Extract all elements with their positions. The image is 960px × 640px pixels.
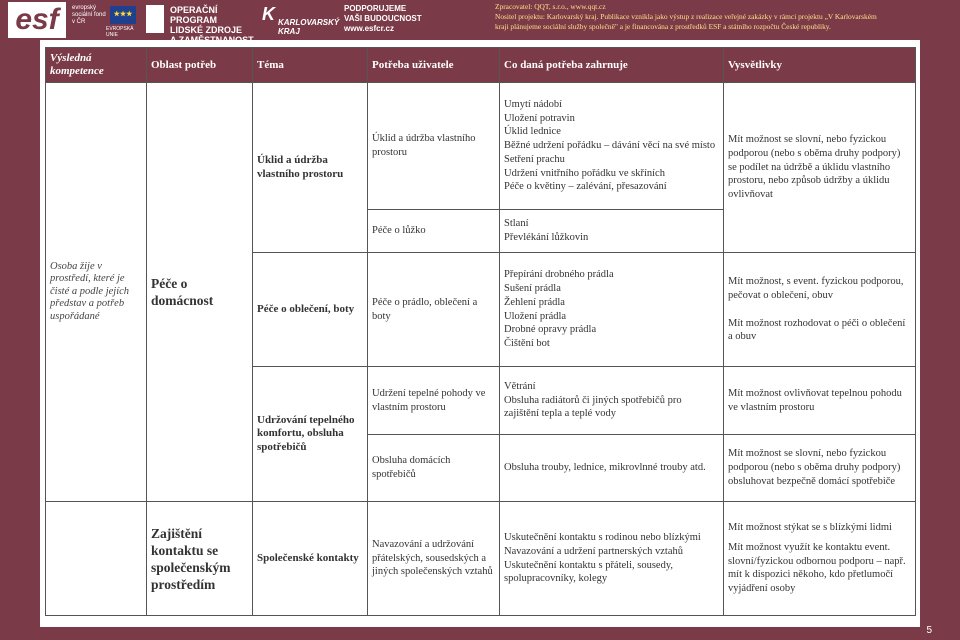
kv-text	[278, 18, 339, 36]
need-cell: Udržení tepelné pohody ve vlastním prostoru	[368, 367, 500, 435]
include-line: Převlékání lůžkovin	[504, 232, 589, 243]
eu-label: EVROPSKÁ UNIE	[106, 26, 134, 38]
include-line: Umytí nádobí	[504, 98, 563, 110]
include-line: Drobné opravy prádla	[504, 324, 597, 336]
need-cell: Navazování a udržování přátelských, sousedských a jiných společenských vztahů	[368, 502, 500, 616]
topic-cell: Péče o oblečení, boty	[253, 253, 368, 367]
area-cell: Péče o domácnost	[147, 83, 253, 502]
include-line: Uskutečnění kontaktu s přáteli, sousedy, spolupracovníky, kolegy	[504, 559, 674, 585]
publication-info	[495, 2, 955, 32]
need-cell: Péče o lůžko	[368, 210, 500, 253]
podporujeme-logo	[344, 4, 444, 40]
col-header-includes: Co daná potřeba zahrnuje	[500, 48, 724, 83]
info-line: kraji plánujeme sociální služby společně" a je financována z prostředků ESF a státního rozpočtu České republiky.	[495, 22, 831, 31]
op-line: LIDSKÉ ZDROJE	[170, 25, 243, 35]
include-line: Obsluha trouby, lednice, mikrovlnné trouby atd.	[504, 462, 706, 474]
include-line: Běžné udržení pořádku – dávání věcí na své místo	[504, 140, 716, 152]
includes-cell	[500, 502, 724, 616]
op-text	[170, 5, 254, 45]
kv-emblem-icon: K	[262, 4, 275, 24]
topic-cell: Udržování tepelného komfortu, obsluha spotřebičů	[253, 367, 368, 502]
include-line: Uložení prádla	[504, 310, 567, 322]
notes-cell: Mít možnost ovlivňovat tepelnou pohodu ve vlastním prostoru	[724, 367, 916, 435]
note-line: Mít možnost stýkat se s blízkými lidmi	[728, 522, 892, 533]
header-bar	[0, 0, 960, 40]
include-line: Obsluha radiátorů či jiných spotřebičů pro zajištění tepla a teplé vody	[504, 394, 682, 420]
include-line: Navazování a udržení partnerských vztahů	[504, 545, 684, 557]
col-header-area: Oblast potřeb	[147, 48, 253, 83]
include-line: Udržení vnitřního pořádku ve skříních	[504, 167, 665, 179]
esf-logo	[8, 2, 138, 38]
karlovarsky-kraj-logo	[262, 2, 340, 38]
include-line: Uložení potravin	[504, 112, 575, 124]
include-line: Žehlení prádla	[504, 296, 565, 308]
includes-cell	[500, 253, 724, 367]
table-row	[46, 502, 916, 616]
op-building-icon	[146, 5, 164, 33]
op-line: OPERAČNÍ PROGRAM	[170, 5, 218, 25]
esf-mark: esf	[8, 2, 66, 38]
includes-cell	[500, 210, 724, 253]
notes-cell: Mít možnost se slovní, nebo fyzickou podporou (nebo s oběma druhy podpory) obsluhovat bezpečně domácí spotřebiče	[724, 435, 916, 502]
esf-small-text: evropský sociální fond v ČR	[72, 5, 106, 25]
include-line: Větrání	[504, 380, 536, 392]
notes-cell: Mít možnost se slovní, nebo fyzickou podporou (nebo s oběma druhy podpory) se podílet na údržbě a úklidu vlastního prostoru, nebo způsob údržby a úklidu ovlivňovat	[724, 83, 916, 253]
include-line: Přepírání drobného prádla	[504, 269, 614, 281]
col-header-need: Potřeba uživatele	[368, 48, 500, 83]
include-line: Úklid lednice	[504, 126, 561, 138]
include-line: Stlaní	[504, 218, 529, 230]
need-cell: Úklid a údržba vlastního prostoru	[368, 83, 500, 210]
table-row	[46, 83, 916, 210]
note-spacer	[728, 303, 911, 317]
include-line: Sušení prádla	[504, 282, 561, 294]
include-line: Čištění bot	[504, 338, 550, 350]
pod-line: VAŠI BUDOUCNOST	[344, 14, 422, 23]
eu-flag-icon: ★★★	[110, 6, 136, 24]
includes-cell	[500, 83, 724, 210]
kv-line: KARLOVARSKÝ	[278, 18, 340, 27]
competence-table	[45, 47, 916, 616]
include-line: Péče o květiny – zalévání, přesazování	[504, 181, 667, 193]
pod-line: www.esfcr.cz	[344, 24, 394, 33]
notes-cell	[724, 253, 916, 367]
topic-cell: Úklid a údržba vlastního prostoru	[253, 83, 368, 253]
note-line: Mít možnost využít ke kontaktu event. slovní/fyzickou odbornou podporu – např. mít k dispozici někoho, kdo přetlumočí vyjádření osoby	[728, 541, 906, 595]
competence-cell-empty	[46, 502, 147, 616]
include-line: Setření prachu	[504, 153, 565, 165]
col-header-notes: Vysvětlivky	[724, 48, 916, 83]
col-header-topic: Téma	[253, 48, 368, 83]
includes-cell	[500, 367, 724, 435]
includes-cell	[500, 435, 724, 502]
page-number: 5	[926, 625, 932, 636]
note-line: Mít možnost, s event. fyzickou podporou, pečovat o oblečení, obuv	[728, 275, 904, 301]
table-header-row	[46, 48, 916, 83]
info-line: Zpracovatel: QQT, s.r.o., www.qqt.cz	[495, 2, 606, 11]
info-line: Nositel projektu: Karlovarský kraj. Publikace vznikla jako výstup z realizace veřejné zakázky v rámci projektu „V Karlovarském	[495, 12, 877, 21]
kv-line: KRAJ	[278, 27, 300, 36]
notes-cell	[724, 502, 916, 616]
col-header-competence: Výsledná kompetence	[46, 48, 147, 83]
competence-cell: Osoba žije v prostředí, které je čisté a podle jejích představ a potřeb uspořádané	[46, 83, 147, 502]
op-logo	[146, 2, 254, 38]
need-cell: Obsluha domácích spotřebičů	[368, 435, 500, 502]
note-line: Mít možnost rozhodovat o péči o oblečení a obuv	[728, 317, 906, 343]
topic-cell: Společenské kontakty	[253, 502, 368, 616]
area-cell: Zajištění kontaktu se společenským prostředím	[147, 502, 253, 616]
pod-line: PODPORUJEME	[344, 4, 407, 13]
include-line: Uskutečnění kontaktu s rodinou nebo blízkými	[504, 531, 701, 543]
need-cell: Péče o prádlo, oblečení a boty	[368, 253, 500, 367]
